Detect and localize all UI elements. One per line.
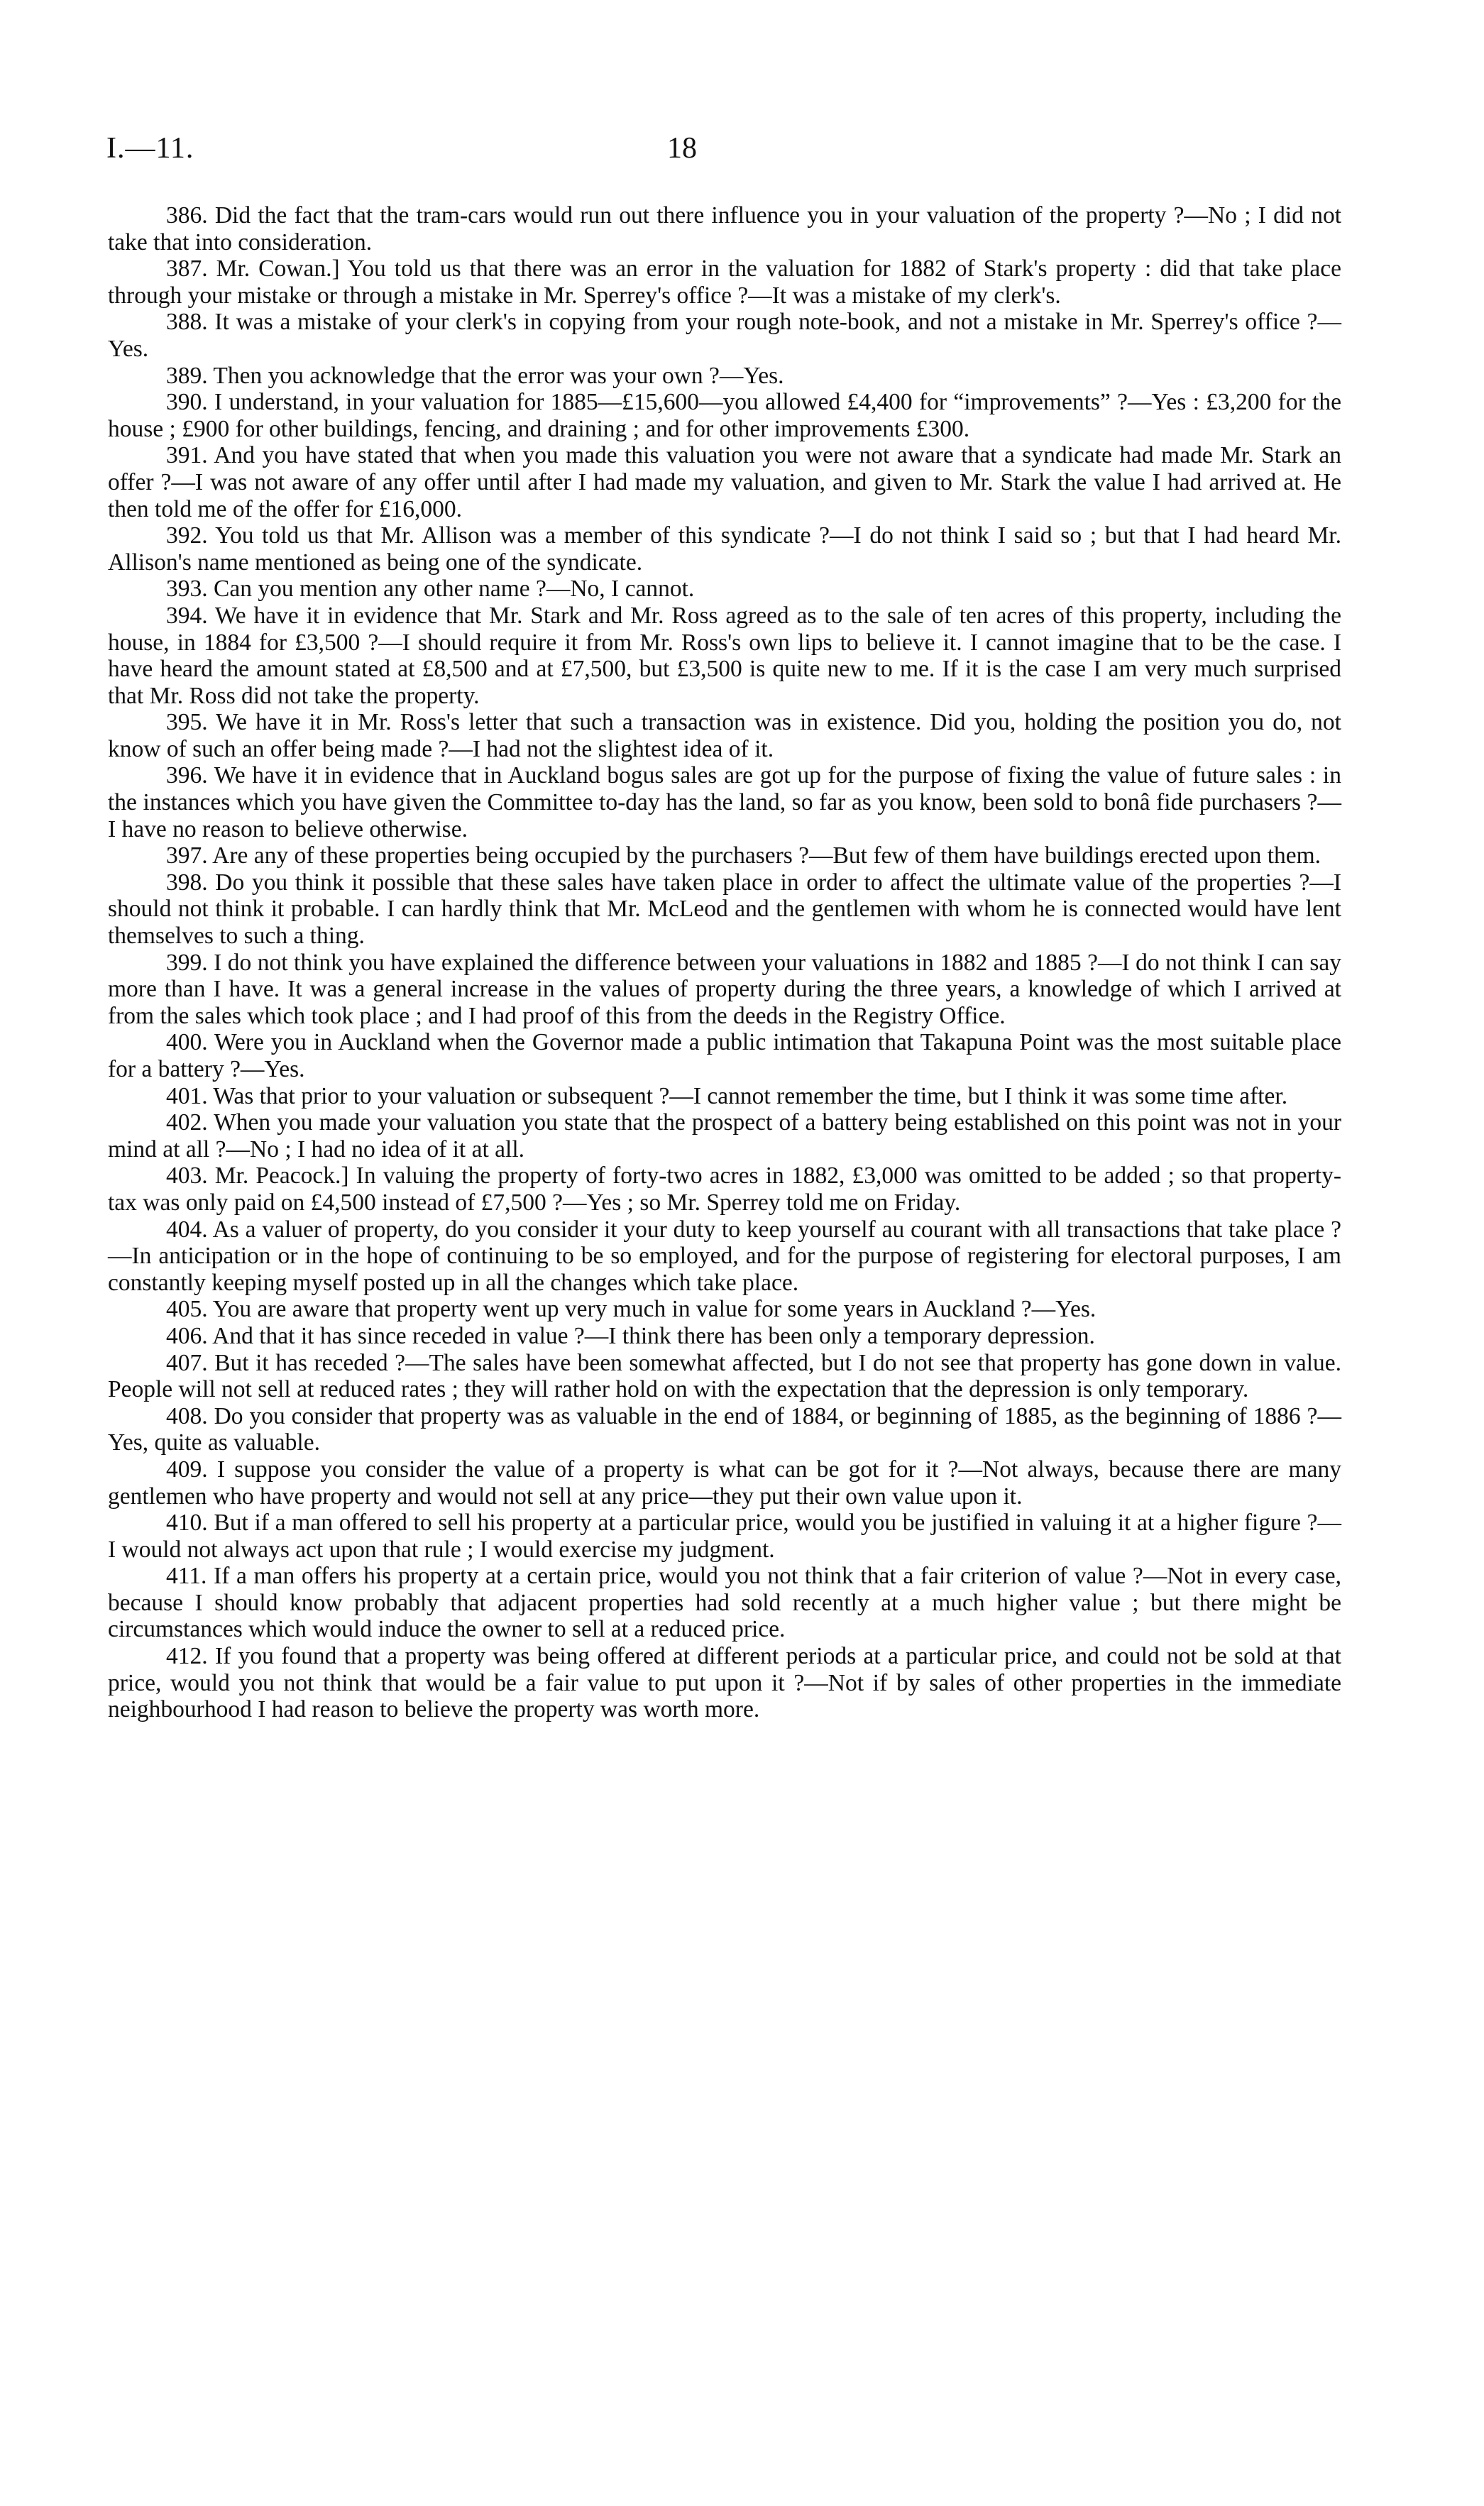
question-paragraph: 387. Mr. Cowan.] You told us that there was an error in the valuation for 1882 of Stark's property : did that take place through your mistake or through a mistake in Mr. Sperrey's office ?—It was a mistake of my clerk's. (108, 255, 1341, 309)
page-number: 18 (667, 132, 697, 165)
question-paragraph: 404. As a valuer of property, do you consider it your duty to keep yourself au courant with all transactions that take place ?—In anticipation or in the hope of continuing to be so employed, and for the purpose of registering for electoral purposes, I am constantly keeping myself posted up in all the changes which take place. (108, 1216, 1341, 1296)
question-paragraph: 408. Do you consider that property was as valuable in the end of 1884, or beginning of 1885, as the beginning of 1886 ?—Yes, quite as valuable. (108, 1402, 1341, 1456)
page-header (106, 131, 1341, 174)
question-paragraph: 401. Was that prior to your valuation or subsequent ?—I cannot remember the time, but I think it was some time after. (166, 1082, 1288, 1109)
paper-series-number: I.—11. (106, 132, 194, 165)
question-paragraph: 410. But if a man offered to sell his property at a particular price, would you be justified in valuing it at a higher figure ?—I would not always act upon that rule ; I would exercise my judgment. (108, 1510, 1341, 1563)
question-paragraph: 412. If you found that a property was being offered at different periods at a particular price, and could not be sold at that price, would you not think that would be a fair value to put upon it ?—Not if by sales of other properties in the immediate neighbourhood I had reason to believe the property was worth more. (108, 1643, 1341, 1723)
question-paragraph: 411. If a man offers his property at a certain price, would you not think that a fair criterion of value ?—Not in every case, because I should know probably that adjacent properties had sold recently at a much higher value ; but there might be circumstances which would induce the owner to sell at a reduced price. (108, 1563, 1341, 1643)
question-paragraph: 393. Can you mention any other name ?—No, I cannot. (166, 576, 695, 603)
question-paragraph: 403. Mr. Peacock.] In valuing the property of forty-two acres in 1882, £3,000 was omitted to be added ; so that property-tax was only paid on £4,500 instead of £7,500 ?—Yes ; so Mr. Sperrey told me on Friday. (108, 1163, 1341, 1216)
question-paragraph: 397. Are any of these properties being occupied by the purchasers ?—But few of them have buildings erected upon them. (166, 842, 1321, 869)
question-paragraph: 389. Then you acknowledge that the error was your own ?—Yes. (166, 362, 784, 389)
question-paragraph: 394. We have it in evidence that Mr. Stark and Mr. Ross agreed as to the sale of ten acres of this property, including the house, in 1884 for £3,500 ?—I should require it from Mr. Ross's own lips to believe it. I cannot imagine that to be the case. I have heard the amount stated at £8,500 and at £7,500, but £3,500 is quite new to me. If it is the case I am very much surprised that Mr. Ross did not take the property. (108, 602, 1341, 709)
question-paragraph: 399. I do not think you have explained the difference between your valuations in 1882 and 1885 ?—I do not think I can say more than I have. It was a general increase in the values of property during the three years, a knowledge of which I arrived at from the sales which took place ; and I had proof of this from the deeds in the Registry Office. (108, 949, 1341, 1029)
question-paragraph: 406. And that it has since receded in value ?—I think there has been only a temporary depression. (166, 1322, 1095, 1349)
question-paragraph: 402. When you made your valuation you state that the prospect of a battery being established on this point was not in your mind at all ?—No ; I had no idea of it at all. (108, 1109, 1341, 1163)
question-paragraph: 407. But it has receded ?—The sales have been somewhat affected, but I do not see that property has gone down in value. People will not sell at reduced rates ; they will rather hold on with the expectation that the depression is only temporary. (108, 1349, 1341, 1403)
question-paragraph: 388. It was a mistake of your clerk's in copying from your rough note-book, and not a mistake in Mr. Sperrey's office ?—Yes. (108, 309, 1341, 362)
question-paragraph: 386. Did the fact that the tram-cars would run out there influence you in your valuation of the property ?—No ; I did not take that into consideration. (108, 202, 1341, 255)
question-paragraph: 405. You are aware that property went up very much in value for some years in Auckland ?—Yes. (166, 1296, 1096, 1323)
question-paragraph: 395. We have it in Mr. Ross's letter that such a transaction was in existence. Did you, holding the position you do, not know of such an offer being made ?—I had not the slightest idea of it. (108, 709, 1341, 762)
question-paragraph: 400. Were you in Auckland when the Governor made a public intimation that Takapuna Point was the most suitable place for a battery ?—Yes. (108, 1029, 1341, 1082)
question-paragraph: 409. I suppose you consider the value of a property is what can be got for it ?—Not always, because there are many gentlemen who have property and would not sell at any price—they put their own value upon it. (108, 1456, 1341, 1510)
question-paragraph: 391. And you have stated that when you made this valuation you were not aware that a syndicate had made Mr. Stark an offer ?—I was not aware of any offer until after I had made my valuation, and given to Mr. Stark the value I had arrived at. He then told me of the offer for £16,000. (108, 442, 1341, 522)
evidence-body (108, 202, 1341, 1723)
question-paragraph: 396. We have it in evidence that in Auckland bogus sales are got up for the purpose of fixing the value of future sales : in the instances which you have given the Committee to-day has the land, so far as you know, been sold to bonâ fide purchasers ?—I have no reason to believe otherwise. (108, 762, 1341, 842)
question-paragraph: 392. You told us that Mr. Allison was a member of this syndicate ?—I do not think I said so ; but that I had heard Mr. Allison's name mentioned as being one of the syndicate. (108, 522, 1341, 576)
question-paragraph: 390. I understand, in your valuation for 1885—£15,600—you allowed £4,400 for “improvements” ?—Yes : £3,200 for the house ; £900 for other buildings, fencing, and draining ; and for other improvements £300. (108, 389, 1341, 442)
question-paragraph: 398. Do you think it possible that these sales have taken place in order to affect the ultimate value of the properties ?—I should not think it probable. I can hardly think that Mr. McLeod and the gentlemen with whom he is connected would have lent themselves to such a thing. (108, 869, 1341, 950)
